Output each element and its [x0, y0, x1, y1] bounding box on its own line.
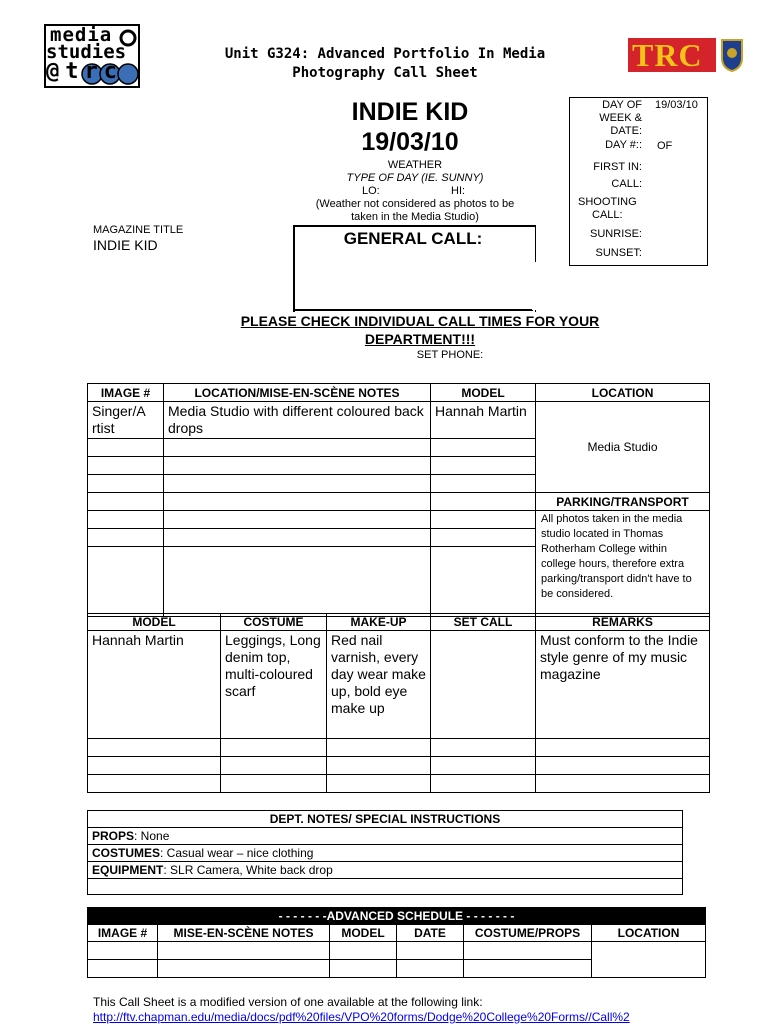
set-phone-label: SET PHONE:	[416, 349, 484, 361]
logo-text-line3: @trc	[46, 59, 123, 84]
table-cell	[88, 775, 221, 793]
table-cell	[431, 457, 536, 475]
table2-header-set-call: SET CALL	[431, 614, 536, 631]
advanced-schedule-title: - - - - - - -ADVANCED SCHEDULE - - - - - - -	[88, 908, 706, 925]
table2-row1-costume: Leggings, Long denim top, multi-coloured scarf	[221, 631, 327, 739]
call-label: CALL:	[611, 178, 642, 190]
costumes-row	[88, 845, 683, 862]
table-cell	[592, 942, 706, 978]
hi-label: HI:	[451, 185, 466, 197]
table-cell	[164, 547, 431, 617]
general-call-bottom	[293, 309, 533, 311]
table-cell	[158, 942, 330, 960]
first-in-label: FIRST IN:	[593, 161, 642, 173]
table-cell	[431, 439, 536, 457]
table-cell	[431, 529, 536, 547]
table-cell	[88, 879, 683, 895]
schedule-header-date: DATE	[397, 925, 464, 942]
magazine-title-value: INDIE KID	[93, 237, 158, 253]
logo-text-line2: studies	[46, 41, 127, 63]
table-cell	[88, 475, 164, 493]
table1-header-model: MODEL	[431, 384, 536, 402]
schedule-header-model: MODEL	[330, 925, 397, 942]
footer-link[interactable]: http://ftv.chapman.edu/media/docs/pdf%20files/VPO%20forms/Dodge%20College%20Forms//Call%2	[93, 1010, 630, 1024]
table-cell	[397, 960, 464, 978]
equipment-row	[88, 862, 683, 879]
table2-header-remarks: REMARKS	[536, 614, 710, 631]
trc-logo-text: TRC	[632, 37, 703, 73]
table2-row1-remarks: Must conform to the Indie style genre of my music magazine	[536, 631, 710, 739]
table-cell	[431, 547, 536, 617]
table-cell	[88, 493, 164, 511]
props-row	[88, 828, 683, 845]
sunset-label: SUNSET:	[595, 247, 642, 259]
table-cell	[88, 457, 164, 475]
table1-row1-model: Hannah Martin	[431, 402, 536, 439]
general-call-label: GENERAL CALL:	[343, 229, 483, 248]
shoot-date: 19/03/10	[361, 128, 459, 156]
table-cell	[158, 960, 330, 978]
sunrise-label: SUNRISE:	[590, 228, 642, 240]
costumes-value: : Casual wear – nice clothing	[160, 846, 314, 860]
table1-header-notes: LOCATION/MISE-EN-SCÈNE NOTES	[164, 384, 431, 402]
notice-line2: DEPARTMENT!!!	[364, 331, 476, 347]
day-of-week-label-3: DATE:	[610, 125, 642, 137]
advanced-schedule-table	[87, 907, 706, 978]
table1-location-value: Media Studio	[536, 402, 710, 493]
parking-transport-value: All photos taken in the media studio located in Thomas Rotherham College within college hours, therefore extra parking/transport didn't have to be considered.	[536, 511, 710, 617]
notice-line1: PLEASE CHECK INDIVIDUAL CALL TIMES FOR YOUR	[240, 313, 600, 329]
dept-notes-table	[87, 810, 683, 895]
table-cell	[88, 960, 158, 978]
table-cell	[164, 475, 431, 493]
table-cell	[88, 942, 158, 960]
magazine-title-label: MAGAZINE TITLE	[93, 224, 184, 236]
table-cell	[164, 511, 431, 529]
props-label: PROPS	[92, 829, 135, 843]
costumes-label: COSTUMES	[92, 846, 161, 860]
equipment-value: : SLR Camera, White back drop	[163, 863, 333, 877]
table2-row1-model: Hannah Martin	[88, 631, 221, 739]
table2-header-costume: COSTUME	[221, 614, 327, 631]
table-cell	[464, 960, 592, 978]
table-cell	[164, 439, 431, 457]
table1-row1-notes: Media Studio with different coloured back drops	[164, 402, 431, 439]
weather-label: WEATHER	[387, 159, 443, 171]
table-cell	[431, 511, 536, 529]
table-cell	[88, 529, 164, 547]
table-cell	[221, 775, 327, 793]
table2-header-makeup: MAKE-UP	[327, 614, 431, 631]
table-cell	[327, 757, 431, 775]
schedule-header-location: LOCATION	[592, 925, 706, 942]
schedule-header-image: IMAGE #	[88, 925, 158, 942]
table2-header-model: MODEL	[88, 614, 221, 631]
day-number-value: OF	[657, 140, 673, 152]
table-cell	[431, 493, 536, 511]
logo-text-line1: media	[50, 24, 113, 46]
table-cell	[164, 457, 431, 475]
model-costume-table	[87, 613, 710, 793]
table-cell	[327, 775, 431, 793]
day-of-week-label-1: DAY OF	[602, 99, 642, 111]
header-title-line1: Unit G324: Advanced Portfolio In Media	[224, 46, 546, 62]
shoot-title: INDIE KID	[351, 98, 469, 126]
schedule-header-notes: MISE-EN-SCÈNE NOTES	[158, 925, 330, 942]
table-cell	[164, 493, 431, 511]
table1-header-location: LOCATION	[536, 384, 710, 402]
day-number-label: DAY #::	[605, 139, 642, 151]
props-value: : None	[134, 829, 170, 843]
day-of-week-label-2: WEEK &	[599, 112, 642, 124]
dept-notes-header: DEPT. NOTES/ SPECIAL INSTRUCTIONS	[88, 811, 683, 828]
table-cell	[431, 757, 536, 775]
table-cell	[221, 757, 327, 775]
image-location-table	[87, 383, 710, 617]
table-cell	[327, 739, 431, 757]
table-cell	[88, 511, 164, 529]
shooting-call-label-1: SHOOTING	[578, 196, 637, 208]
type-of-day: TYPE OF DAY (IE. SUNNY)	[346, 172, 484, 184]
table-cell	[431, 775, 536, 793]
table-cell	[330, 942, 397, 960]
general-call-cover	[532, 262, 536, 310]
shooting-call-label-2: CALL:	[592, 209, 623, 221]
table-cell	[221, 739, 327, 757]
table-cell	[397, 942, 464, 960]
table-cell	[88, 757, 221, 775]
day-of-week-value: 19/03/10	[655, 99, 698, 111]
table-cell	[330, 960, 397, 978]
table-cell	[431, 739, 536, 757]
table1-header-image: IMAGE #	[88, 384, 164, 402]
parking-transport-header: PARKING/TRANSPORT	[536, 493, 710, 511]
table2-row1-makeup: Red nail varnish, every day wear make up, bold eye make up	[327, 631, 431, 739]
table-cell	[88, 547, 164, 617]
table-cell	[88, 739, 221, 757]
table-cell	[536, 757, 710, 775]
table-cell	[431, 475, 536, 493]
table-cell	[536, 775, 710, 793]
header-title-line2: Photography Call Sheet	[292, 65, 478, 81]
lo-label: LO:	[362, 185, 380, 197]
footer-text: This Call Sheet is a modified version of one available at the following link:	[93, 995, 483, 1009]
weather-note-1: (Weather not considered as photos to be	[315, 198, 515, 210]
equipment-label: EQUIPMENT	[92, 863, 164, 877]
schedule-header-costume: COSTUME/PROPS	[464, 925, 592, 942]
table1-row1-image: Singer/A rtist	[88, 402, 164, 439]
table-cell	[536, 739, 710, 757]
table-cell	[164, 529, 431, 547]
weather-note-2: taken in the Media Studio)	[351, 211, 479, 223]
table-cell	[88, 439, 164, 457]
table2-row1-set-call	[431, 631, 536, 739]
table-cell	[464, 942, 592, 960]
